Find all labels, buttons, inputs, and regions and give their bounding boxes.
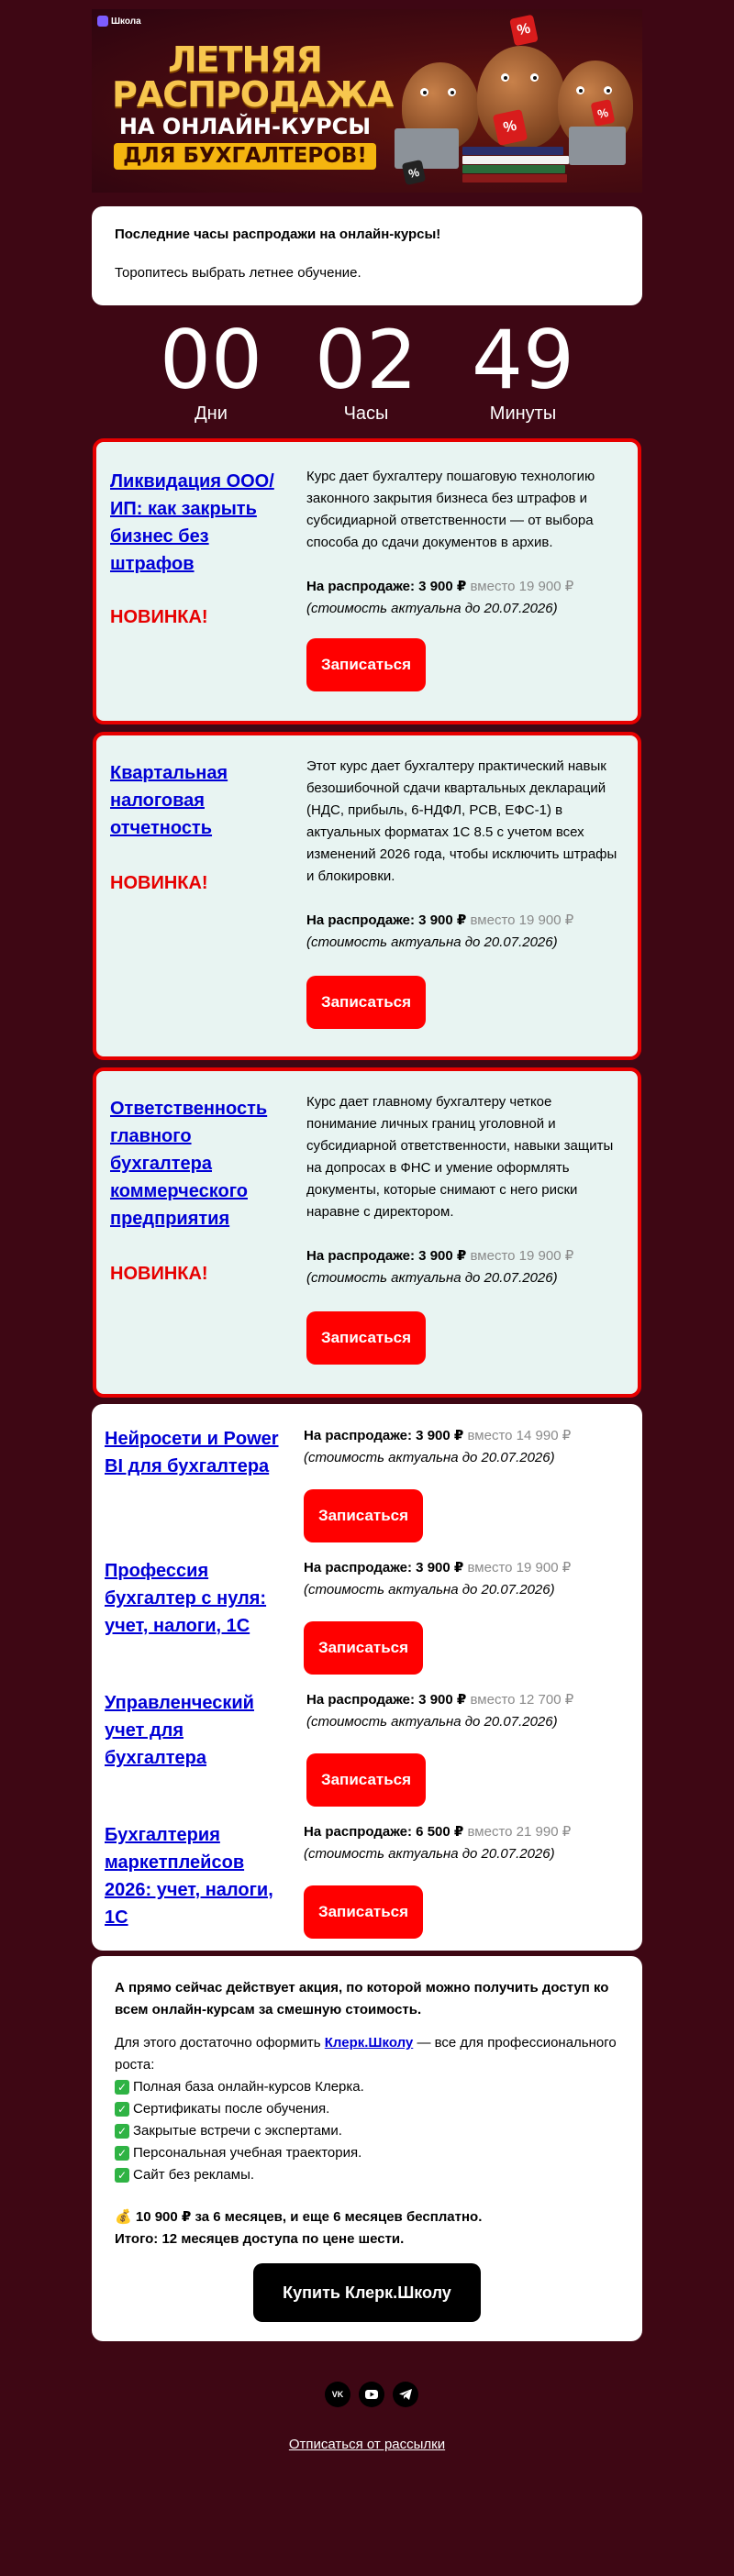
price-valid-until: (стоимость актуальна до 20.07.2026) xyxy=(306,1270,558,1286)
countdown-hours xyxy=(306,313,426,425)
percent-badge-icon: % xyxy=(493,109,528,146)
course-description: Курс дает бухгалтеру пошаговую технологию законного закрытия бизнеса без штрафов и субсидиарной ответственности — от выбора способа до сдачи документов в архив. xyxy=(306,469,595,550)
logo-mark-icon xyxy=(97,16,108,27)
course-price xyxy=(304,1425,620,1469)
unsubscribe-link[interactable]: Отписаться от рассылки xyxy=(288,2437,446,2452)
vk-icon[interactable] xyxy=(325,2382,350,2407)
benefit-item xyxy=(115,2164,619,2186)
countdown-days xyxy=(151,313,271,425)
eye-icon xyxy=(604,86,612,94)
eye-icon xyxy=(448,88,456,96)
course-price xyxy=(306,1245,623,1289)
book-icon xyxy=(462,174,567,182)
books-icon xyxy=(462,147,569,183)
book-icon xyxy=(462,147,563,155)
benefit-text: Сертификаты после обучения. xyxy=(133,2101,330,2117)
old-price: вместо 19 900 ₽ xyxy=(463,1560,572,1575)
eye-icon xyxy=(420,88,428,96)
buy-school-button[interactable]: Купить Клерк.Школу xyxy=(253,2263,481,2322)
course-price xyxy=(304,1821,620,1865)
price-valid-until: (стоимость актуальна до 20.07.2026) xyxy=(304,1450,555,1465)
course-title-link[interactable]: Ликвидация ООО/ИП: как закрыть бизнес без штрафов xyxy=(110,471,274,574)
course-title-link[interactable]: Управленческий учет для бухгалтера xyxy=(105,1693,254,1768)
old-price: вместо 19 900 ₽ xyxy=(466,579,574,594)
intro-text: Торопитесь выбрать летнее обучение. xyxy=(115,265,361,281)
check-icon: ✓ xyxy=(115,2168,129,2183)
countdown-hours-label: Часы xyxy=(343,404,389,424)
vk-label: VK xyxy=(331,2390,344,2399)
hero-line-4: ДЛЯ БУХГАЛТЕРОВ! xyxy=(114,143,376,170)
countdown-minutes-value: 49 xyxy=(472,313,574,407)
sale-price: На распродаже: 3 900 ₽ xyxy=(306,1248,467,1264)
enroll-button[interactable]: Записаться xyxy=(306,638,426,691)
promo-heading: А прямо сейчас действует акция, по которой можно получить доступ ко всем онлайн-курсам за смешную стоимость. xyxy=(115,1980,609,2018)
telegram-glyph-icon xyxy=(399,2389,412,2400)
new-badge: НОВИНКА! xyxy=(110,873,208,893)
benefit-text: Персональная учебная траектория. xyxy=(133,2145,362,2161)
benefit-text: Полная база онлайн-курсов Клерка. xyxy=(133,2079,364,2095)
percent-badge-icon: % xyxy=(509,15,539,47)
course-description: Курс дает главному бухгалтеру четкое понимание личных границ уголовной и субсидиарной ответственности, навыки защиты на допросах в ФНС и умение оформлять документы, которые снимают с него риски наравне с директором. xyxy=(306,1094,614,1220)
sale-price: На распродаже: 3 900 ₽ xyxy=(304,1560,464,1575)
percent-badge-icon: % xyxy=(591,99,616,127)
course-price xyxy=(306,576,623,620)
old-price: вместо 19 900 ₽ xyxy=(466,912,574,928)
benefit-text: Закрытые встречи с экспертами. xyxy=(133,2123,342,2139)
countdown-timer xyxy=(92,313,642,429)
price-valid-until: (стоимость актуальна до 20.07.2026) xyxy=(304,1582,555,1598)
old-price: вместо 21 990 ₽ xyxy=(463,1824,572,1840)
hero-line-2: РАСПРОДАЖА xyxy=(112,74,394,115)
sale-price: На распродаже: 3 900 ₽ xyxy=(304,1428,464,1443)
intro-title: Последние часы распродажи на онлайн-курсы! xyxy=(115,227,441,242)
benefit-item xyxy=(115,2142,619,2164)
offer-line-1: 10 900 ₽ за 6 месяцев, и еще 6 месяцев бесплатно. xyxy=(135,2209,483,2225)
price-valid-until: (стоимость актуальна до 20.07.2026) xyxy=(304,1846,555,1862)
price-valid-until: (стоимость актуальна до 20.07.2026) xyxy=(306,601,558,616)
course-title-link[interactable]: Квартальная налоговая отчетность xyxy=(110,763,228,838)
course-card xyxy=(93,438,641,724)
course-price xyxy=(306,1689,623,1733)
check-icon: ✓ xyxy=(115,2080,129,2095)
course-price xyxy=(306,910,623,954)
countdown-days-value: 00 xyxy=(160,313,262,407)
enroll-button[interactable]: Записаться xyxy=(304,1489,423,1542)
price-valid-until: (стоимость актуальна до 20.07.2026) xyxy=(306,1714,558,1730)
intro-box xyxy=(92,206,642,305)
logo-text: Школа xyxy=(111,16,141,27)
promo-offer xyxy=(115,2206,619,2250)
enroll-button[interactable]: Записаться xyxy=(306,1753,426,1807)
course-list-box xyxy=(92,1404,642,1951)
course-title-link[interactable]: Бухгалтерия маркетплейсов 2026: учет, налоги, 1С xyxy=(105,1825,273,1928)
new-badge: НОВИНКА! xyxy=(110,607,208,627)
course-price xyxy=(304,1557,620,1601)
sale-price: На распродаже: 3 900 ₽ xyxy=(306,1692,467,1708)
sale-price: На распродаже: 3 900 ₽ xyxy=(306,579,467,594)
course-title-link[interactable]: Профессия бухгалтер с нуля: учет, налоги, 1С xyxy=(105,1561,267,1636)
youtube-icon[interactable] xyxy=(359,2382,384,2407)
promo-text xyxy=(115,2032,619,2076)
enroll-button[interactable]: Записаться xyxy=(306,976,426,1029)
laptop-icon xyxy=(569,127,626,165)
percent-badge-icon: % xyxy=(402,160,427,185)
old-price: вместо 14 990 ₽ xyxy=(463,1428,572,1443)
course-card xyxy=(93,1067,641,1398)
benefit-item xyxy=(115,2076,619,2098)
school-logo xyxy=(97,16,141,27)
benefit-text: Сайт без рекламы. xyxy=(133,2167,255,2183)
school-link[interactable]: Клерк.Школу xyxy=(324,2035,414,2051)
benefit-item xyxy=(115,2098,619,2120)
hero-line-3: НА ОНЛАЙН-КУРСЫ xyxy=(118,114,372,139)
countdown-minutes xyxy=(463,313,583,425)
check-icon: ✓ xyxy=(115,2124,129,2139)
course-title-link[interactable]: Ответственность главного бухгалтера коммерческого предприятия xyxy=(110,1099,268,1229)
countdown-days-label: Дни xyxy=(195,404,228,424)
hero-banner[interactable] xyxy=(92,9,642,193)
youtube-glyph-icon xyxy=(365,2390,378,2399)
check-icon: ✓ xyxy=(115,2146,129,2161)
old-price: вместо 19 900 ₽ xyxy=(466,1248,574,1264)
new-badge: НОВИНКА! xyxy=(110,1264,208,1284)
eye-icon xyxy=(530,73,539,82)
enroll-button[interactable]: Записаться xyxy=(304,1621,423,1675)
enroll-button[interactable]: Записаться xyxy=(306,1311,426,1365)
telegram-icon[interactable] xyxy=(393,2382,418,2407)
promo-box xyxy=(92,1956,642,2341)
offer-line-2: Итого: 12 месяцев доступа по цене шести. xyxy=(115,2231,405,2247)
eye-icon xyxy=(576,86,584,94)
book-icon xyxy=(462,165,565,173)
course-title-link[interactable]: Нейросети и Power BI для бухгалтера xyxy=(105,1429,279,1476)
book-icon xyxy=(462,156,569,164)
enroll-button[interactable]: Записаться xyxy=(304,1885,423,1939)
countdown-minutes-label: Минуты xyxy=(489,404,557,424)
price-valid-until: (стоимость актуальна до 20.07.2026) xyxy=(306,934,558,950)
eye-icon xyxy=(501,73,509,82)
promo-text-before: Для этого достаточно оформить xyxy=(115,2035,325,2051)
check-icon: ✓ xyxy=(115,2102,129,2117)
hero-title xyxy=(112,39,394,170)
old-price: вместо 12 700 ₽ xyxy=(466,1692,574,1708)
course-card xyxy=(93,732,641,1060)
sale-price: На распродаже: 3 900 ₽ xyxy=(306,912,467,928)
money-bag-icon: 💰 xyxy=(115,2209,132,2225)
hero-line-1: ЛЕТНЯЯ xyxy=(168,39,322,80)
benefit-item xyxy=(115,2120,619,2142)
countdown-hours-value: 02 xyxy=(315,313,417,407)
course-description: Этот курс дает бухгалтеру практический навык безошибочной сдачи квартальных деклараций (НДС, прибыль, 6-НДФЛ, РСВ, ЕФС-1) в актуальных форматах 1С 8.5 с учетом всех изменений 2026 года, чтобы исключить штрафы и блокировки. xyxy=(306,758,617,884)
sale-price: На распродаже: 6 500 ₽ xyxy=(304,1824,464,1840)
promo-text-after: — все для профессионального роста: xyxy=(115,2035,617,2073)
